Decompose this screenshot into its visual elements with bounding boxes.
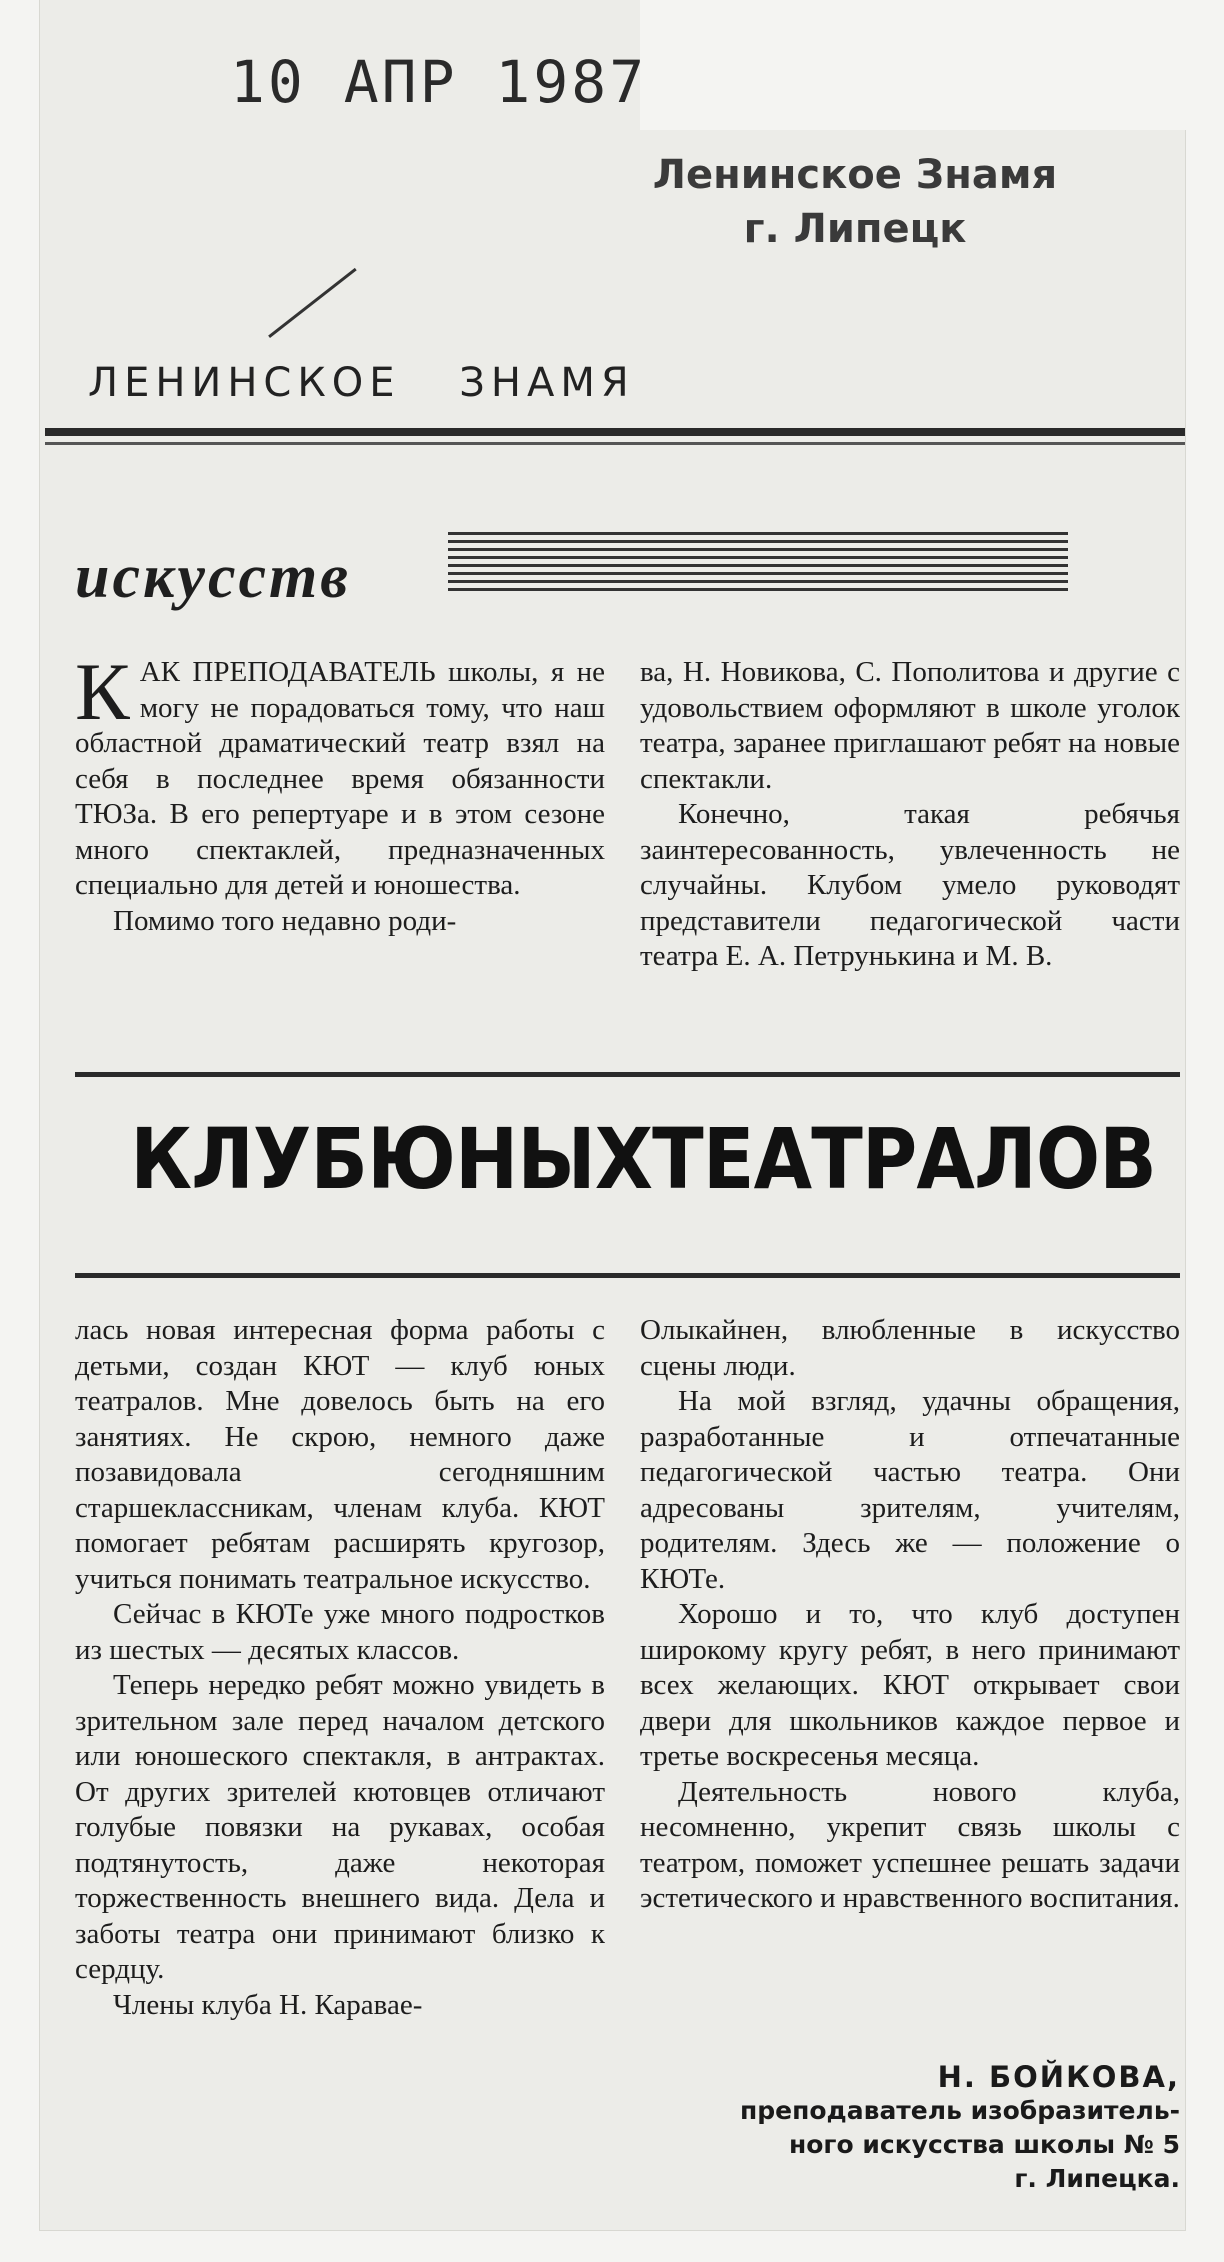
masthead: ЛЕНИНСКОЕ ЗНАМЯ (88, 360, 635, 406)
article-paragraph: Конечно, такая ребячья заинтересованность, увлеченность не случайны. Клубом умело руководят представители педагогической части театра Е. А. Петрунькина и М. В. (640, 798, 1180, 972)
article-column-3 (75, 1313, 605, 2023)
article-paragraph: Сейчас в КЮТе уже много подростков из шестых — десятых классов. (75, 1598, 605, 1666)
author-title-line: преподаватель изобразитель- (739, 2096, 1180, 2125)
author-signature (640, 2060, 1180, 2196)
article-column-1 (75, 646, 605, 939)
headline-rule-top (75, 1072, 1180, 1077)
author-city: г. Липецка. (1014, 2164, 1180, 2193)
article-paragraph: Олыкайнен, влюбленные в искусство сцены люди. (640, 1314, 1180, 1382)
article-paragraph: лась новая интересная форма работы с детьми, создан КЮТ — клуб юных театралов. Мне довелось быть на его занятиях. Не скрою, немного даже позавидовала сегодняшним старшеклассникам, членам клуба. КЮТ помогает ребятам расширять кругозор, учиться понимать театральное искусство. (75, 1314, 605, 1595)
article-paragraph: На мой взгляд, удачны обращения, разработанные и отпечатанные педагогической частью театра. Они адресованы зрителям, учителям, родителям. Здесь же — положение о КЮТе. (640, 1385, 1180, 1595)
article-paragraph: Хорошо и то, что клуб доступен широкому кругу ребят, в него принимают всех желающих. КЮТ открывает свои двери для школьников каждое первое и третье воскресенья месяца. (640, 1598, 1180, 1772)
article-paragraph: Члены клуба Н. Каравае- (113, 1988, 423, 2021)
article-paragraph: Деятельность нового клуба, несомненно, укрепит связь школы с театром, поможет успешнее решать задачи эстетического и нравственного воспитания. (640, 1775, 1180, 1914)
author-name: Н. БОЙКОВА, (937, 2060, 1180, 2094)
headline-word: ЮНЫХ (367, 1110, 653, 1208)
date-stamp: 10 АПР 1987 (230, 48, 648, 116)
article-paragraph: ва, Н. Новикова, С. Пополитова и другие с удовольствием оформляют в школе уголок театра, заранее приглашают ребят на новые спектакли. (640, 656, 1180, 795)
article-paragraph: Теперь нередко ребят можно увидеть в зрительном зале перед началом детского или юношеского спектакля, в антрактах. От других зрителей кютовцев отличают голубые повязки на рукавах, особая подтянутость, даже некоторая торжественность внешнего вида. Дела и заботы театра они принимают близко к сердцу. (75, 1669, 605, 1985)
headline-word: КЛУБ (130, 1110, 368, 1208)
article-column-2 (640, 655, 1180, 975)
clipping-cut-corner (640, 0, 1200, 130)
section-title: искусств (75, 543, 351, 611)
masthead-rule (45, 428, 1185, 436)
drop-cap: К (75, 646, 130, 737)
headline-rule-bottom (75, 1273, 1180, 1278)
stamp-newspaper-name: Ленинское Знамя (652, 152, 1058, 198)
article-paragraph: Помимо того недавно роди- (113, 904, 457, 937)
headline-word: ТЕАТРАЛОВ (652, 1110, 1156, 1208)
masthead-rule-thin (45, 442, 1185, 445)
newspaper-stamp (620, 148, 1090, 256)
headline (130, 1110, 1156, 1208)
article-column-4 (640, 1313, 1180, 1917)
author-title-line: ного искусства школы № 5 (788, 2130, 1180, 2159)
section-decorative-lines (448, 532, 1068, 594)
stamp-city: г. Липецк (743, 206, 967, 252)
article-paragraph: КАК ПРЕПОДАВАТЕЛЬ школы, я не могу не порадоваться тому, что наш областной драматический театр взял на себя в последнее время обязанности ТЮЗа. В его репертуаре и в этом сезоне много спектаклей, предназначенных специально для детей и юношества. (75, 646, 605, 901)
